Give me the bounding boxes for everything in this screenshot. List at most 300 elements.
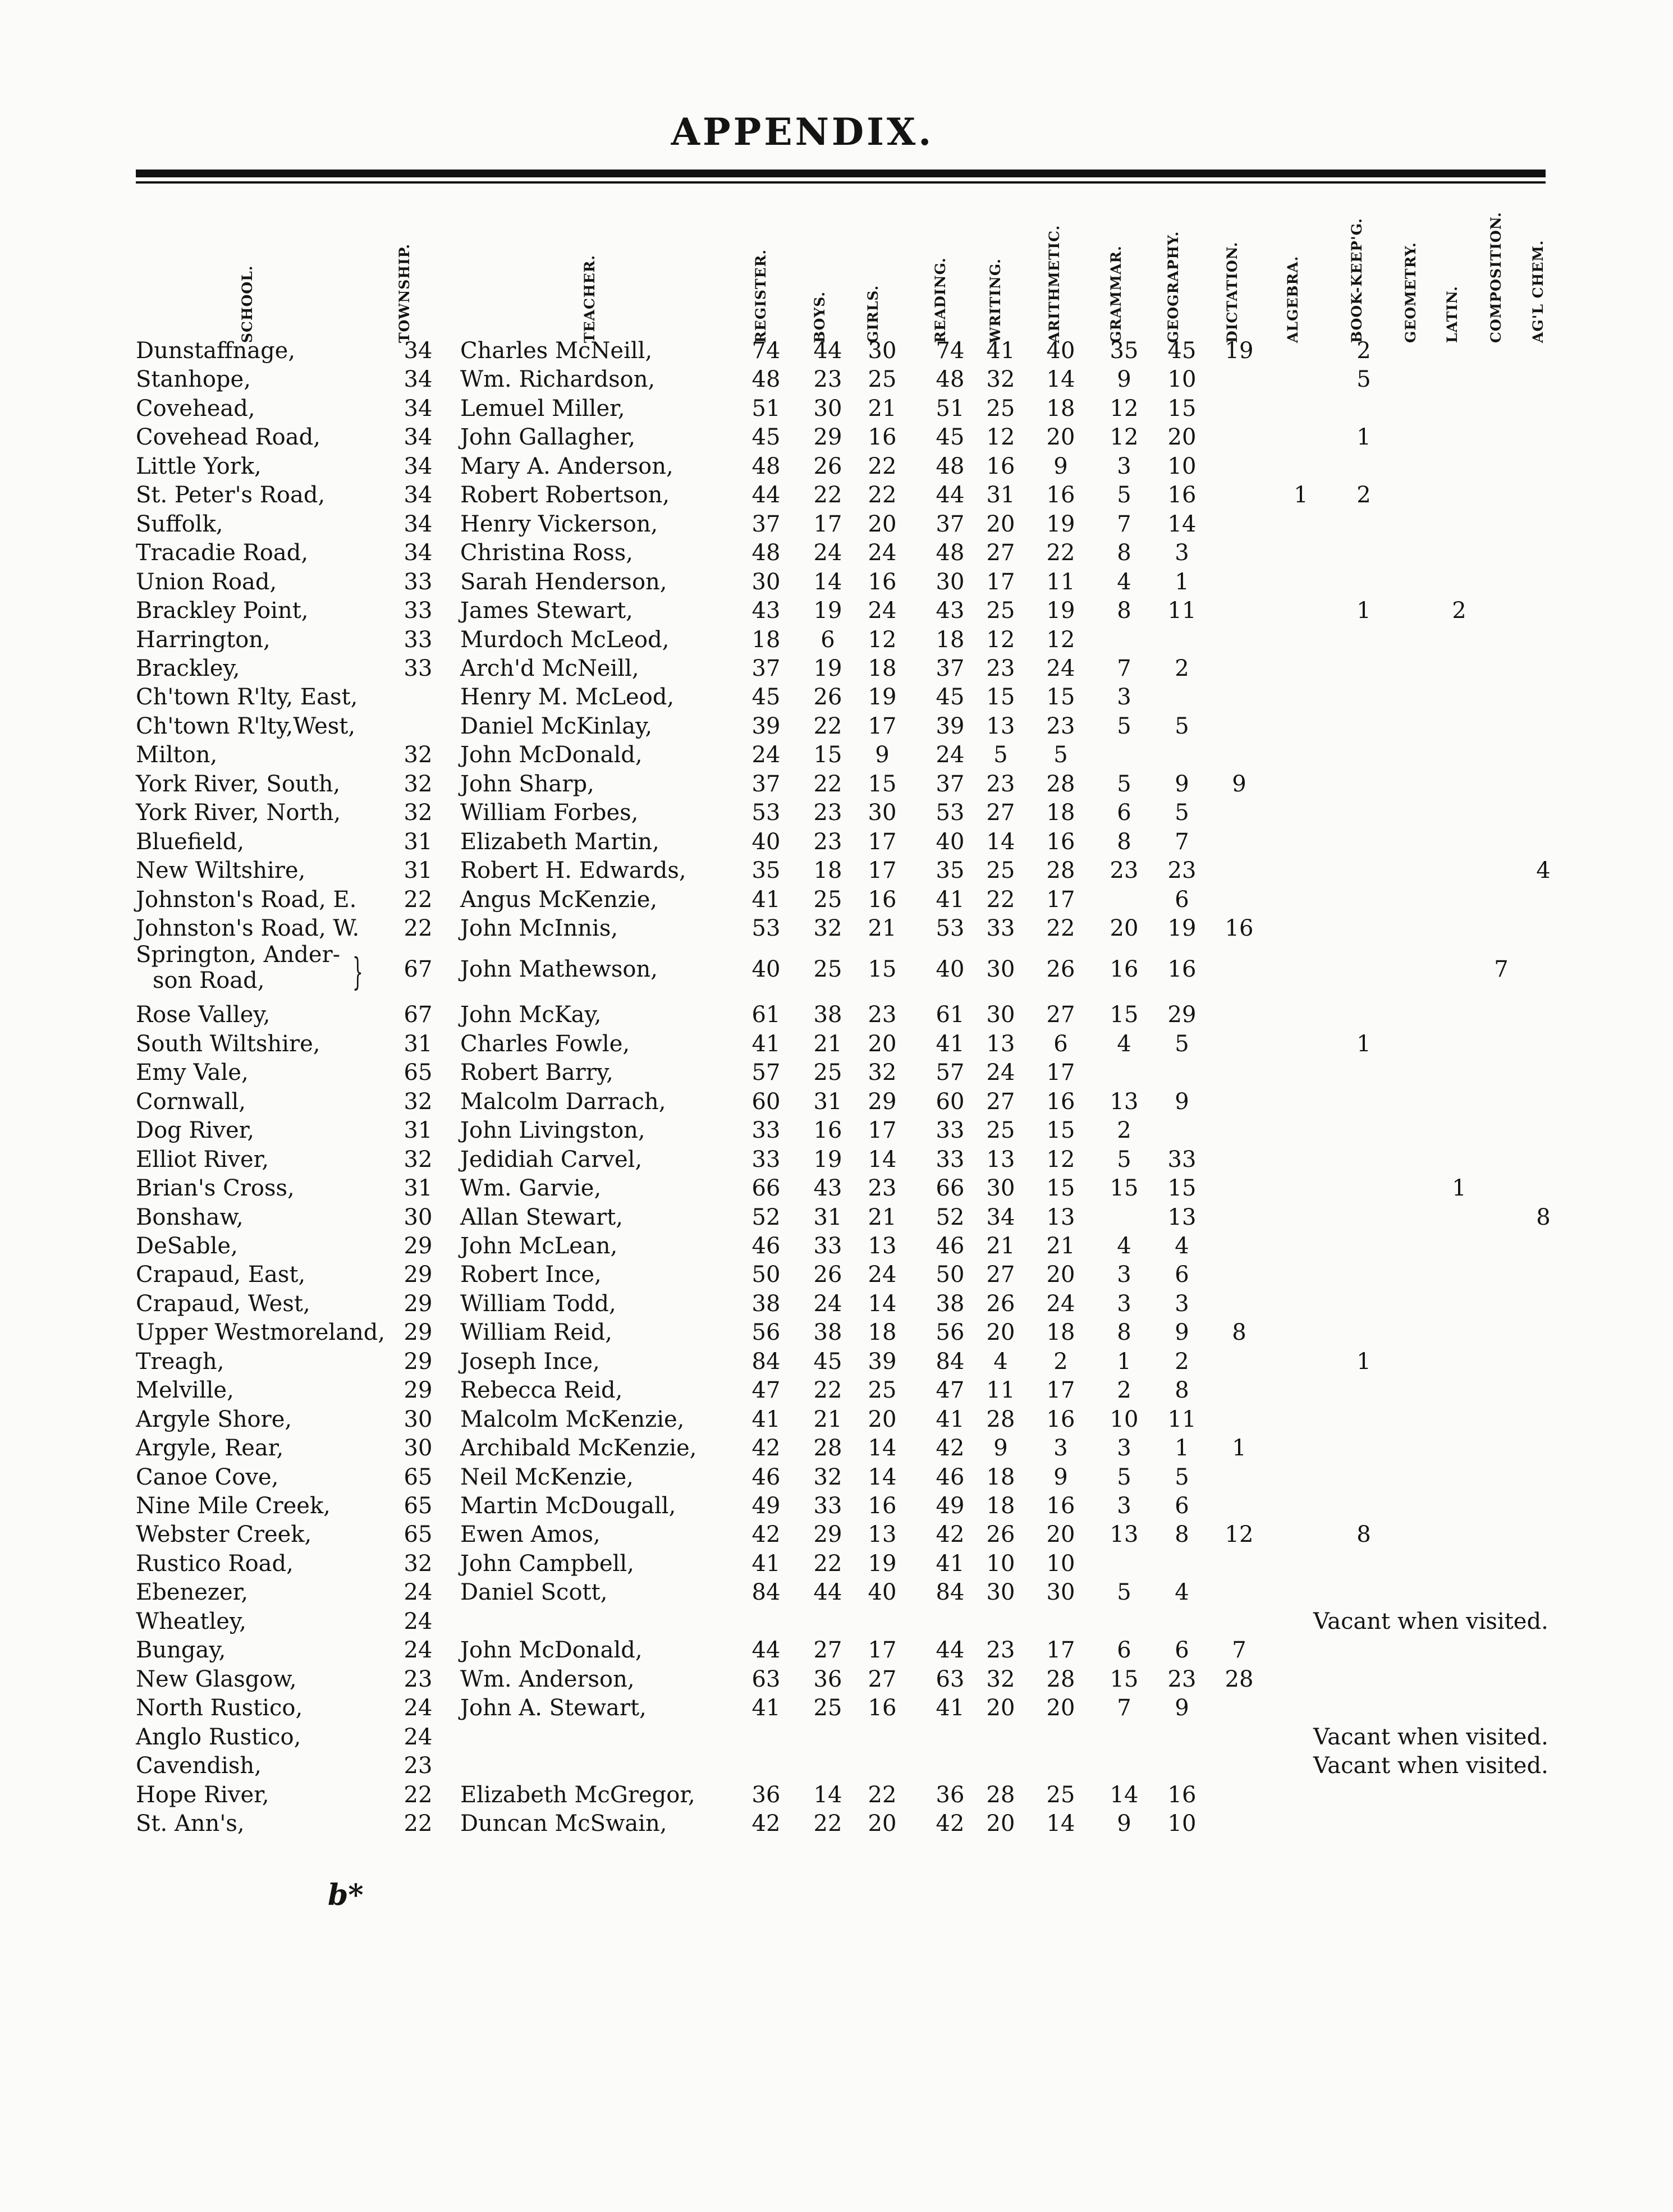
cell-boys: 33 xyxy=(813,1493,842,1519)
teacher-name: Joseph Ince, xyxy=(460,1348,600,1375)
cell-boys: 22 xyxy=(813,713,842,739)
cell-girls: 17 xyxy=(868,713,897,739)
cell-grammar: 12 xyxy=(1110,395,1139,422)
cell-arithmetic: 10 xyxy=(1046,1550,1075,1577)
cell-arithmetic: 20 xyxy=(1046,424,1075,451)
school-name: Treagh, xyxy=(136,1348,224,1375)
cell-township: 33 xyxy=(404,598,433,624)
cell-arithmetic: 20 xyxy=(1046,1695,1075,1721)
cell-geography: 23 xyxy=(1167,1666,1197,1692)
cell-grammar: 15 xyxy=(1110,1666,1139,1692)
school-name: South Wiltshire, xyxy=(136,1031,320,1057)
cell-writing: 27 xyxy=(986,800,1015,826)
cell-writing: 13 xyxy=(986,1146,1015,1173)
cell-girls: 21 xyxy=(868,395,897,422)
table-row xyxy=(0,1232,1673,1260)
cell-arithmetic: 6 xyxy=(1053,1031,1068,1057)
school-name: Covehead, xyxy=(136,395,255,422)
school-name: Brackley Point, xyxy=(136,598,309,624)
cell-girls: 15 xyxy=(868,956,897,983)
cell-girls: 22 xyxy=(868,482,897,509)
teacher-name: John McInnis, xyxy=(460,915,618,941)
cell-dictation: 19 xyxy=(1225,338,1254,364)
cell-girls: 15 xyxy=(868,771,897,797)
cell-geography: 33 xyxy=(1167,1146,1197,1173)
school-name: Ch'town R'lty,West, xyxy=(136,713,356,739)
cell-arithmetic: 18 xyxy=(1046,1320,1075,1346)
cell-grammar: 3 xyxy=(1117,684,1131,711)
cell-girls: 30 xyxy=(868,338,897,364)
teacher-name: Charles Fowle, xyxy=(460,1031,630,1057)
cell-township: 24 xyxy=(404,1608,433,1634)
cell-reading: 35 xyxy=(936,858,965,884)
cell-girls: 25 xyxy=(868,367,897,393)
cell-reading: 43 xyxy=(936,598,965,624)
table-row xyxy=(0,1348,1673,1376)
school-name: Crapaud, West, xyxy=(136,1290,310,1317)
cell-township: 31 xyxy=(404,1175,433,1202)
cell-reading: 57 xyxy=(936,1060,965,1086)
cell-arithmetic: 40 xyxy=(1046,338,1075,364)
table-row xyxy=(0,1030,1673,1058)
cell-girls: 17 xyxy=(868,828,897,855)
cell-township: 34 xyxy=(404,540,433,566)
cell-arithmetic: 14 xyxy=(1046,1810,1075,1837)
cell-writing: 27 xyxy=(986,1262,1015,1288)
table-row xyxy=(0,1723,1673,1751)
cell-girls: 20 xyxy=(868,1406,897,1432)
cell-boys: 38 xyxy=(813,1320,842,1346)
school-name: New Wiltshire, xyxy=(136,858,306,884)
table-row xyxy=(0,423,1673,451)
cell-geography: 3 xyxy=(1175,540,1189,566)
cell-grammar: 8 xyxy=(1117,540,1131,566)
teacher-name: Rebecca Reid, xyxy=(460,1377,623,1404)
cell-arithmetic: 19 xyxy=(1046,511,1075,537)
cell-arithmetic: 9 xyxy=(1053,453,1068,479)
cell-boys: 23 xyxy=(813,367,842,393)
cell-geography: 6 xyxy=(1175,886,1189,913)
cell-grammar: 2 xyxy=(1117,1118,1131,1144)
teacher-name: Robert Barry, xyxy=(460,1060,613,1086)
cell-township: 65 xyxy=(404,1464,433,1490)
cell-grammar: 3 xyxy=(1117,1290,1131,1317)
cell-grammar: 3 xyxy=(1117,453,1131,479)
table-row xyxy=(0,1781,1673,1809)
cell-geography: 13 xyxy=(1167,1204,1197,1230)
cell-grammar: 6 xyxy=(1117,800,1131,826)
school-name: Bonshaw, xyxy=(136,1204,244,1230)
school-name: Tracadie Road, xyxy=(136,540,309,566)
school-name: Argyle Shore, xyxy=(136,1406,292,1432)
cell-reading: 41 xyxy=(936,1695,965,1721)
school-name: Union Road, xyxy=(136,569,277,595)
cell-register: 84 xyxy=(751,1348,781,1375)
cell-bookkeeping: 5 xyxy=(1356,367,1371,393)
cell-township: 31 xyxy=(404,828,433,855)
cell-writing: 32 xyxy=(986,1666,1015,1692)
cell-register: 44 xyxy=(751,1637,781,1664)
cell-reading: 41 xyxy=(936,1031,965,1057)
table-row xyxy=(0,1694,1673,1722)
cell-boys: 44 xyxy=(813,338,842,364)
cell-girls: 16 xyxy=(868,424,897,451)
table-row xyxy=(0,1059,1673,1087)
cell-writing: 9 xyxy=(993,1435,1008,1462)
table-row xyxy=(0,626,1673,654)
cell-ag-chem: 4 xyxy=(1536,858,1551,884)
cell-township: 67 xyxy=(404,956,433,983)
cell-geography: 10 xyxy=(1167,1810,1197,1837)
cell-reading: 37 xyxy=(936,771,965,797)
teacher-name: Daniel McKinlay, xyxy=(460,713,653,739)
table-row xyxy=(0,1290,1673,1318)
teacher-name: William Todd, xyxy=(460,1290,616,1317)
cell-reading: 40 xyxy=(936,828,965,855)
school-name: Argyle, Rear, xyxy=(136,1435,284,1462)
cell-boys: 21 xyxy=(813,1406,842,1432)
cell-girls: 13 xyxy=(868,1522,897,1548)
cell-register: 74 xyxy=(751,338,781,364)
cell-grammar: 12 xyxy=(1110,424,1139,451)
cell-geography: 8 xyxy=(1175,1522,1189,1548)
cell-geography: 16 xyxy=(1167,1781,1197,1808)
cell-boys: 29 xyxy=(813,1522,842,1548)
school-name: Wheatley, xyxy=(136,1608,246,1634)
cell-girls: 21 xyxy=(868,915,897,941)
cell-township: 29 xyxy=(404,1262,433,1288)
cell-writing: 13 xyxy=(986,1031,1015,1057)
cell-reading: 50 xyxy=(936,1262,965,1288)
table-row xyxy=(0,1665,1673,1693)
cell-geography: 6 xyxy=(1175,1262,1189,1288)
table-row xyxy=(0,1261,1673,1289)
cell-boys: 23 xyxy=(813,800,842,826)
cell-writing: 20 xyxy=(986,1810,1015,1837)
cell-dictation: 12 xyxy=(1225,1522,1254,1548)
school-name: York River, South, xyxy=(136,771,341,797)
teacher-name: Jedidiah Carvel, xyxy=(460,1146,643,1173)
cell-grammar: 6 xyxy=(1117,1637,1131,1664)
cell-boys: 23 xyxy=(813,828,842,855)
cell-reading: 47 xyxy=(936,1377,965,1404)
cell-geography: 9 xyxy=(1175,771,1189,797)
table-row xyxy=(0,1203,1673,1231)
cell-arithmetic: 15 xyxy=(1046,684,1075,711)
cell-register: 66 xyxy=(751,1175,781,1202)
cell-writing: 27 xyxy=(986,1088,1015,1115)
cell-geography: 1 xyxy=(1175,569,1189,595)
cell-township: 34 xyxy=(404,367,433,393)
cell-girls: 13 xyxy=(868,1233,897,1259)
teacher-name: Murdoch McLeod, xyxy=(460,626,670,653)
school-name: Crapaud, East, xyxy=(136,1262,306,1288)
cell-grammar: 4 xyxy=(1117,1233,1131,1259)
cell-geography: 1 xyxy=(1175,1435,1189,1462)
cell-boys: 17 xyxy=(813,511,842,537)
cell-reading: 39 xyxy=(936,713,965,739)
cell-township: 24 xyxy=(404,1724,433,1750)
cell-arithmetic: 17 xyxy=(1046,1060,1075,1086)
school-name: Canoe Cove, xyxy=(136,1464,279,1490)
cell-girls: 29 xyxy=(868,1088,897,1115)
cell-girls: 24 xyxy=(868,540,897,566)
cell-reading: 33 xyxy=(936,1118,965,1144)
cell-register: 60 xyxy=(751,1088,781,1115)
cell-grammar: 1 xyxy=(1117,1348,1131,1375)
cell-latin: 2 xyxy=(1452,598,1466,624)
cell-register: 44 xyxy=(751,482,781,509)
cell-boys: 45 xyxy=(813,1348,842,1375)
cell-grammar: 35 xyxy=(1110,338,1139,364)
cell-reading: 60 xyxy=(936,1088,965,1115)
cell-girls: 30 xyxy=(868,800,897,826)
teacher-name: John McDonald, xyxy=(460,742,643,768)
cell-writing: 13 xyxy=(986,713,1015,739)
cell-arithmetic: 25 xyxy=(1046,1781,1075,1808)
cell-geography: 11 xyxy=(1167,1406,1197,1432)
table-row xyxy=(0,481,1673,509)
cell-writing: 18 xyxy=(986,1493,1015,1519)
cell-township: 32 xyxy=(404,800,433,826)
cell-boys: 16 xyxy=(813,1118,842,1144)
cell-boys: 25 xyxy=(813,1695,842,1721)
cell-register: 45 xyxy=(751,424,781,451)
cell-boys: 32 xyxy=(813,1464,842,1490)
cell-boys: 21 xyxy=(813,1031,842,1057)
school-name: Dog River, xyxy=(136,1118,255,1144)
cell-township: 32 xyxy=(404,1088,433,1115)
table-row xyxy=(0,770,1673,798)
cell-boys: 28 xyxy=(813,1435,842,1462)
cell-boys: 25 xyxy=(813,886,842,913)
cell-boys: 26 xyxy=(813,453,842,479)
cell-bookkeeping: 2 xyxy=(1356,482,1371,509)
cell-geography: 10 xyxy=(1167,453,1197,479)
school-name: North Rustico, xyxy=(136,1695,303,1721)
teacher-name: Lemuel Miller, xyxy=(460,395,625,422)
cell-girls: 19 xyxy=(868,1550,897,1577)
teacher-name: Martin McDougall, xyxy=(460,1493,676,1519)
table-row xyxy=(0,1521,1673,1549)
cell-grammar: 8 xyxy=(1117,598,1131,624)
cell-register: 41 xyxy=(751,886,781,913)
cell-grammar: 7 xyxy=(1117,655,1131,681)
school-name: Cornwall, xyxy=(136,1088,246,1115)
cell-township: 67 xyxy=(404,1002,433,1028)
cell-register: 63 xyxy=(751,1666,781,1692)
teacher-name: Elizabeth McGregor, xyxy=(460,1781,695,1808)
table-row xyxy=(0,1088,1673,1116)
cell-grammar: 5 xyxy=(1117,1146,1131,1173)
cell-bookkeeping: 2 xyxy=(1356,338,1371,364)
cell-girls: 32 xyxy=(868,1060,897,1086)
cell-register: 41 xyxy=(751,1406,781,1432)
cell-geography: 6 xyxy=(1175,1493,1189,1519)
table-row xyxy=(0,886,1673,914)
teacher-name: John Gallagher, xyxy=(460,424,636,451)
cell-grammar: 2 xyxy=(1117,1377,1131,1404)
table-row xyxy=(0,510,1673,538)
cell-township: 34 xyxy=(404,511,433,537)
table-row xyxy=(0,1318,1673,1347)
cell-township: 29 xyxy=(404,1320,433,1346)
cell-register: 51 xyxy=(751,395,781,422)
cell-writing: 14 xyxy=(986,828,1015,855)
table-row xyxy=(0,857,1673,885)
cell-geography: 15 xyxy=(1167,395,1197,422)
header-rule-thin xyxy=(136,181,1546,184)
school-name: Bluefield, xyxy=(136,828,245,855)
cell-algebra: 1 xyxy=(1294,482,1308,509)
cell-boys: 22 xyxy=(813,771,842,797)
cell-register: 46 xyxy=(751,1233,781,1259)
cell-boys: 6 xyxy=(821,626,835,653)
cell-girls: 20 xyxy=(868,1810,897,1837)
cell-reading: 37 xyxy=(936,511,965,537)
cell-dictation: 8 xyxy=(1232,1320,1246,1346)
table-row xyxy=(0,654,1673,683)
cell-reading: 40 xyxy=(936,956,965,983)
cell-dictation: 1 xyxy=(1232,1435,1246,1462)
cell-girls: 27 xyxy=(868,1666,897,1692)
table-row xyxy=(0,1174,1673,1202)
cell-township: 31 xyxy=(404,1118,433,1144)
cell-register: 49 xyxy=(751,1493,781,1519)
cell-geography: 19 xyxy=(1167,915,1197,941)
cell-township: 23 xyxy=(404,1666,433,1692)
cell-reading: 46 xyxy=(936,1233,965,1259)
table-row xyxy=(0,452,1673,480)
school-name: Dunstaffnage, xyxy=(136,338,296,364)
cell-register: 41 xyxy=(751,1550,781,1577)
teacher-name: John Sharp, xyxy=(460,771,594,797)
teacher-name: James Stewart, xyxy=(460,598,633,624)
cell-grammar: 16 xyxy=(1110,956,1139,983)
school-name: Johnston's Road, W. xyxy=(136,915,360,941)
teacher-name: John Campbell, xyxy=(460,1550,634,1577)
school-name-continued: son Road, xyxy=(153,968,265,994)
school-name: Anglo Rustico, xyxy=(136,1724,301,1750)
cell-boys: 43 xyxy=(813,1175,842,1202)
cell-township: 22 xyxy=(404,1781,433,1808)
table-row xyxy=(0,683,1673,711)
cell-arithmetic: 12 xyxy=(1046,1146,1075,1173)
cell-writing: 31 xyxy=(986,482,1015,509)
cell-reading: 42 xyxy=(936,1810,965,1837)
cell-boys: 36 xyxy=(813,1666,842,1692)
cell-writing: 30 xyxy=(986,1002,1015,1028)
table-row xyxy=(0,1492,1673,1520)
cell-reading: 30 xyxy=(936,569,965,595)
cell-writing: 15 xyxy=(986,684,1015,711)
cell-grammar: 14 xyxy=(1110,1781,1139,1808)
teacher-name: Robert Ince, xyxy=(460,1262,602,1288)
table-row xyxy=(0,1116,1673,1144)
cell-writing: 20 xyxy=(986,1695,1015,1721)
cell-register: 84 xyxy=(751,1579,781,1606)
cell-grammar: 10 xyxy=(1110,1406,1139,1432)
cell-writing: 16 xyxy=(986,453,1015,479)
cell-reading: 84 xyxy=(936,1579,965,1606)
cell-register: 37 xyxy=(751,655,781,681)
cell-writing: 22 xyxy=(986,886,1015,913)
table-row xyxy=(0,1434,1673,1462)
teacher-name: Robert H. Edwards, xyxy=(460,858,686,884)
cell-arithmetic: 12 xyxy=(1046,626,1075,653)
header-rule-thick xyxy=(136,170,1546,177)
cell-girls: 18 xyxy=(868,655,897,681)
cell-geography: 9 xyxy=(1175,1695,1189,1721)
cell-boys: 27 xyxy=(813,1637,842,1664)
teacher-name: Malcolm McKenzie, xyxy=(460,1406,685,1432)
cell-reading: 61 xyxy=(936,1002,965,1028)
cell-arithmetic: 18 xyxy=(1046,800,1075,826)
cell-writing: 23 xyxy=(986,1637,1015,1664)
cell-reading: 44 xyxy=(936,1637,965,1664)
cell-writing: 23 xyxy=(986,771,1015,797)
cell-boys: 15 xyxy=(813,742,842,768)
cell-arithmetic: 21 xyxy=(1046,1233,1075,1259)
teacher-name: Wm. Richardson, xyxy=(460,367,656,393)
cell-grammar: 3 xyxy=(1117,1435,1131,1462)
table-row xyxy=(0,1636,1673,1664)
cell-register: 41 xyxy=(751,1031,781,1057)
cell-arithmetic: 30 xyxy=(1046,1579,1075,1606)
cell-writing: 4 xyxy=(993,1348,1008,1375)
cell-geography: 6 xyxy=(1175,1637,1189,1664)
cell-arithmetic: 24 xyxy=(1046,655,1075,681)
cell-arithmetic: 16 xyxy=(1046,828,1075,855)
cell-reading: 53 xyxy=(936,915,965,941)
cell-girls: 39 xyxy=(868,1348,897,1375)
cell-reading: 42 xyxy=(936,1435,965,1462)
school-name: Ebenezer, xyxy=(136,1579,249,1606)
cell-geography: 8 xyxy=(1175,1377,1189,1404)
cell-township: 29 xyxy=(404,1377,433,1404)
cell-grammar: 9 xyxy=(1117,1810,1131,1837)
cell-arithmetic: 16 xyxy=(1046,1406,1075,1432)
cell-grammar: 13 xyxy=(1110,1088,1139,1115)
vacancy-note: Vacant when visited. xyxy=(1313,1608,1548,1634)
cell-register: 37 xyxy=(751,771,781,797)
cell-boys: 44 xyxy=(813,1579,842,1606)
cell-arithmetic: 28 xyxy=(1046,771,1075,797)
cell-writing: 30 xyxy=(986,1175,1015,1202)
cell-grammar: 5 xyxy=(1117,482,1131,509)
cell-girls: 20 xyxy=(868,511,897,537)
cell-arithmetic: 17 xyxy=(1046,1637,1075,1664)
cell-grammar: 3 xyxy=(1117,1262,1131,1288)
teacher-name: Ewen Amos, xyxy=(460,1522,601,1548)
cell-reading: 48 xyxy=(936,367,965,393)
cell-reading: 66 xyxy=(936,1175,965,1202)
cell-dictation: 16 xyxy=(1225,915,1254,941)
cell-writing: 23 xyxy=(986,655,1015,681)
cell-reading: 41 xyxy=(936,1550,965,1577)
cell-latin: 1 xyxy=(1452,1175,1466,1202)
school-name: Hope River, xyxy=(136,1781,269,1808)
teacher-name: Robert Robertson, xyxy=(460,482,670,509)
cell-writing: 21 xyxy=(986,1233,1015,1259)
cell-reading: 48 xyxy=(936,453,965,479)
cell-writing: 25 xyxy=(986,395,1015,422)
cell-geography: 4 xyxy=(1175,1579,1189,1606)
cell-grammar: 5 xyxy=(1117,771,1131,797)
cell-geography: 5 xyxy=(1175,1031,1189,1057)
cell-register: 46 xyxy=(751,1464,781,1490)
cell-register: 40 xyxy=(751,828,781,855)
